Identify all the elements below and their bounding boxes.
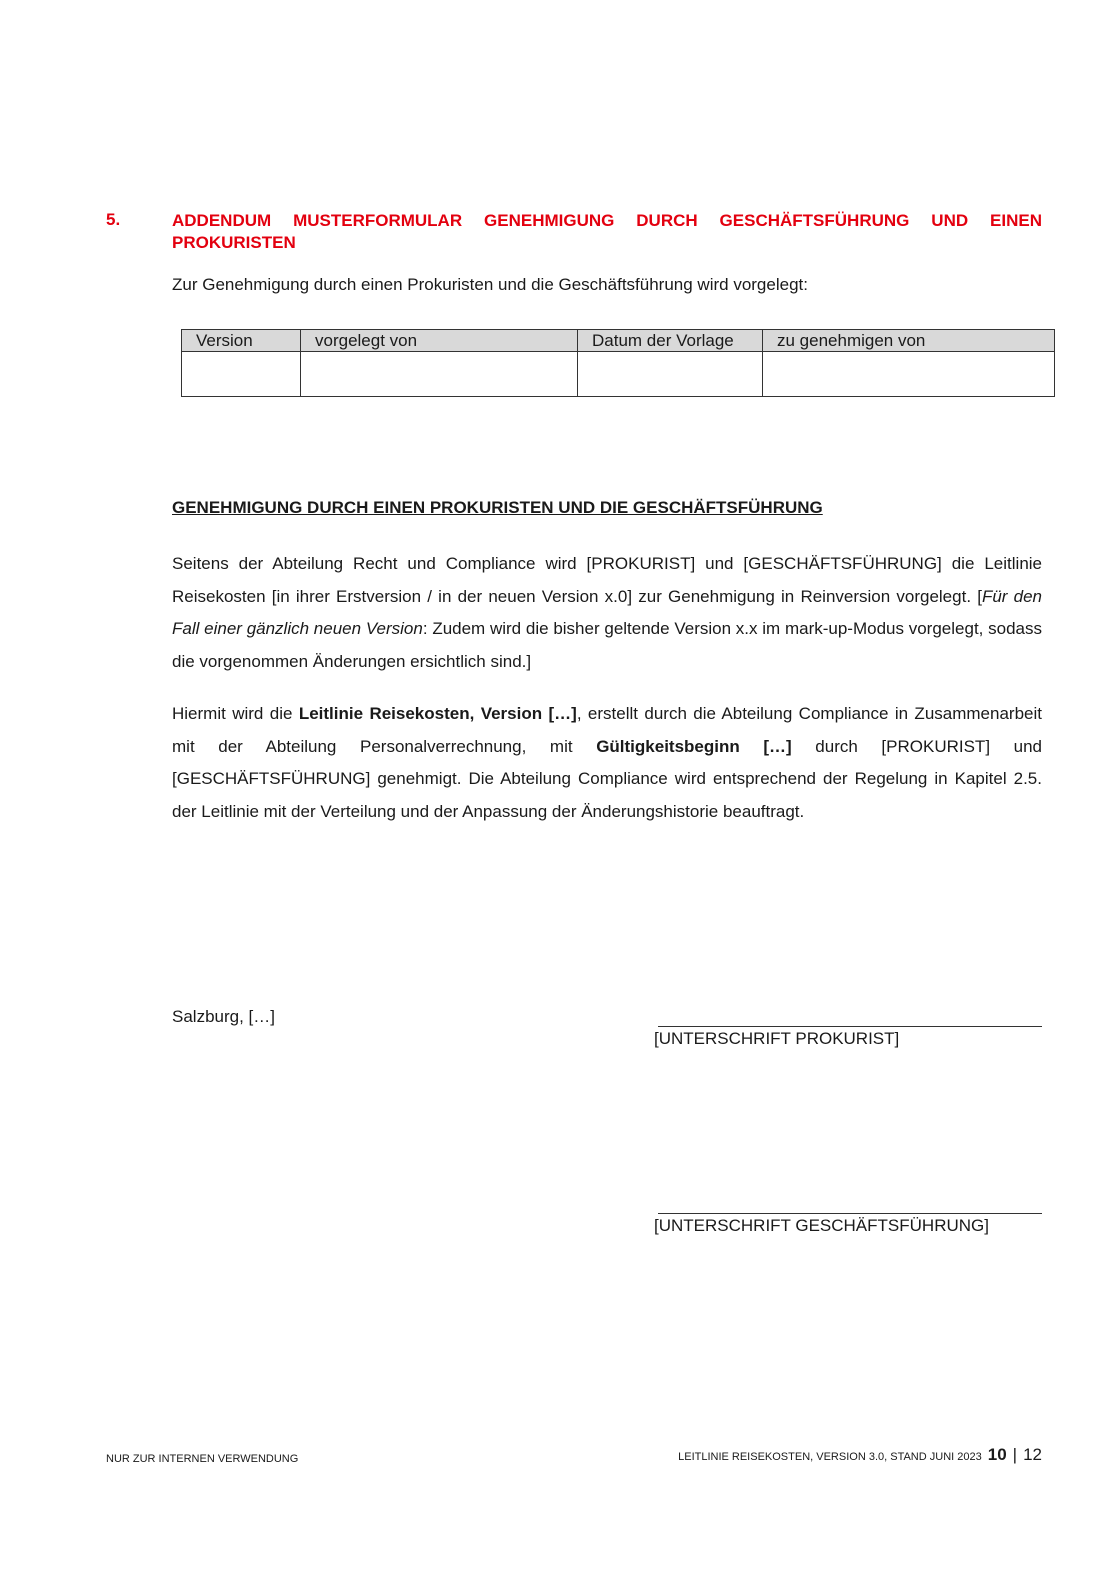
intro-text: Zur Genehmigung durch einen Prokuristen und die Geschäftsführung wird vorgelegt: <box>172 275 808 294</box>
table-header-row <box>182 330 1055 352</box>
page-number-separator: | <box>1012 1445 1018 1464</box>
section-number: 5. <box>106 210 121 229</box>
table-cell-submitted-by <box>301 352 578 397</box>
table-cell-approver <box>763 352 1055 397</box>
column-header-submission-date: Datum der Vorlage <box>578 330 763 352</box>
signature-line-prokurist <box>658 1026 1042 1027</box>
approval-paragraph-2 <box>172 698 1042 828</box>
paragraph-text: durch [PROKURIST] und [GESCHÄFTSFÜHRUNG] genehmigt. Die Abteilung Compliance wird entsprechend der Regelung in Kapitel 2.5. der Leitlinie mit der Verteilung und der Anpassung der Änderungshistorie beauftragt. <box>172 736 1043 821</box>
signature-line-management <box>658 1213 1042 1214</box>
paragraph-text: : Zudem wird die bisher geltende Version x.x im mark-up-Modus vorgelegt, sodass die vorgenommen Änderungen ersichtlich sind.] <box>172 619 1042 671</box>
footer-document-info <box>678 1445 1042 1465</box>
paragraph-text: Hiermit wird die <box>172 704 299 723</box>
footer-confidentiality: NUR ZUR INTERNEN VERWENDUNG <box>106 1453 299 1465</box>
approval-paragraph-1 <box>172 548 1042 678</box>
signature-label-prokurist: [UNTERSCHRIFT PROKURIST] <box>654 1029 900 1048</box>
footer-document-title: LEITLINIE REISEKOSTEN, VERSION 3.0, STAND JUNI 2023 <box>678 1451 982 1463</box>
table-cell-submission-date <box>578 352 763 397</box>
table-row <box>182 352 1055 397</box>
paragraph-text: Seitens der Abteilung Recht und Compliance wird [PROKURIST] und [GESCHÄFTSFÜHRUNG] die Leitlinie Reisekosten [in ihrer Erstversion / in der neuen Version x.0] zur Genehmigung in Reinversion vorgelegt. [ <box>172 554 1042 606</box>
table-cell-version <box>182 352 301 397</box>
column-header-version: Version <box>182 330 301 352</box>
section-title: ADDENDUM MUSTERFORMULAR GENEHMIGUNG DURCH GESCHÄFTSFÜHRUNG UND EINEN PROKURISTEN <box>172 211 1042 252</box>
version-table <box>181 329 1055 397</box>
paragraph-bold-validity: Gültigkeitsbeginn […] <box>596 736 792 756</box>
page-number-total: 12 <box>1023 1445 1042 1464</box>
column-header-approver: zu genehmigen von <box>763 330 1055 352</box>
place-date: Salzburg, […] <box>172 1007 275 1026</box>
approval-heading: GENEHMIGUNG DURCH EINEN PROKURISTEN UND DIE GESCHÄFTSFÜHRUNG <box>172 498 823 517</box>
paragraph-bold-guideline: Leitlinie Reisekosten, Version […] <box>298 704 577 723</box>
page-number-current: 10 <box>987 1445 1007 1464</box>
column-header-submitted-by: vorgelegt von <box>301 330 578 352</box>
paragraph-text: , erstellt durch die Abteilung Compliance in Zusammenarbeit mit der Abteilung Personalverrechnung, mit <box>172 704 1042 756</box>
paragraph-italic-text: Für den Fall einer gänzlich neuen Version <box>172 586 1042 638</box>
signature-label-management: [UNTERSCHRIFT GESCHÄFTSFÜHRUNG] <box>654 1216 989 1235</box>
